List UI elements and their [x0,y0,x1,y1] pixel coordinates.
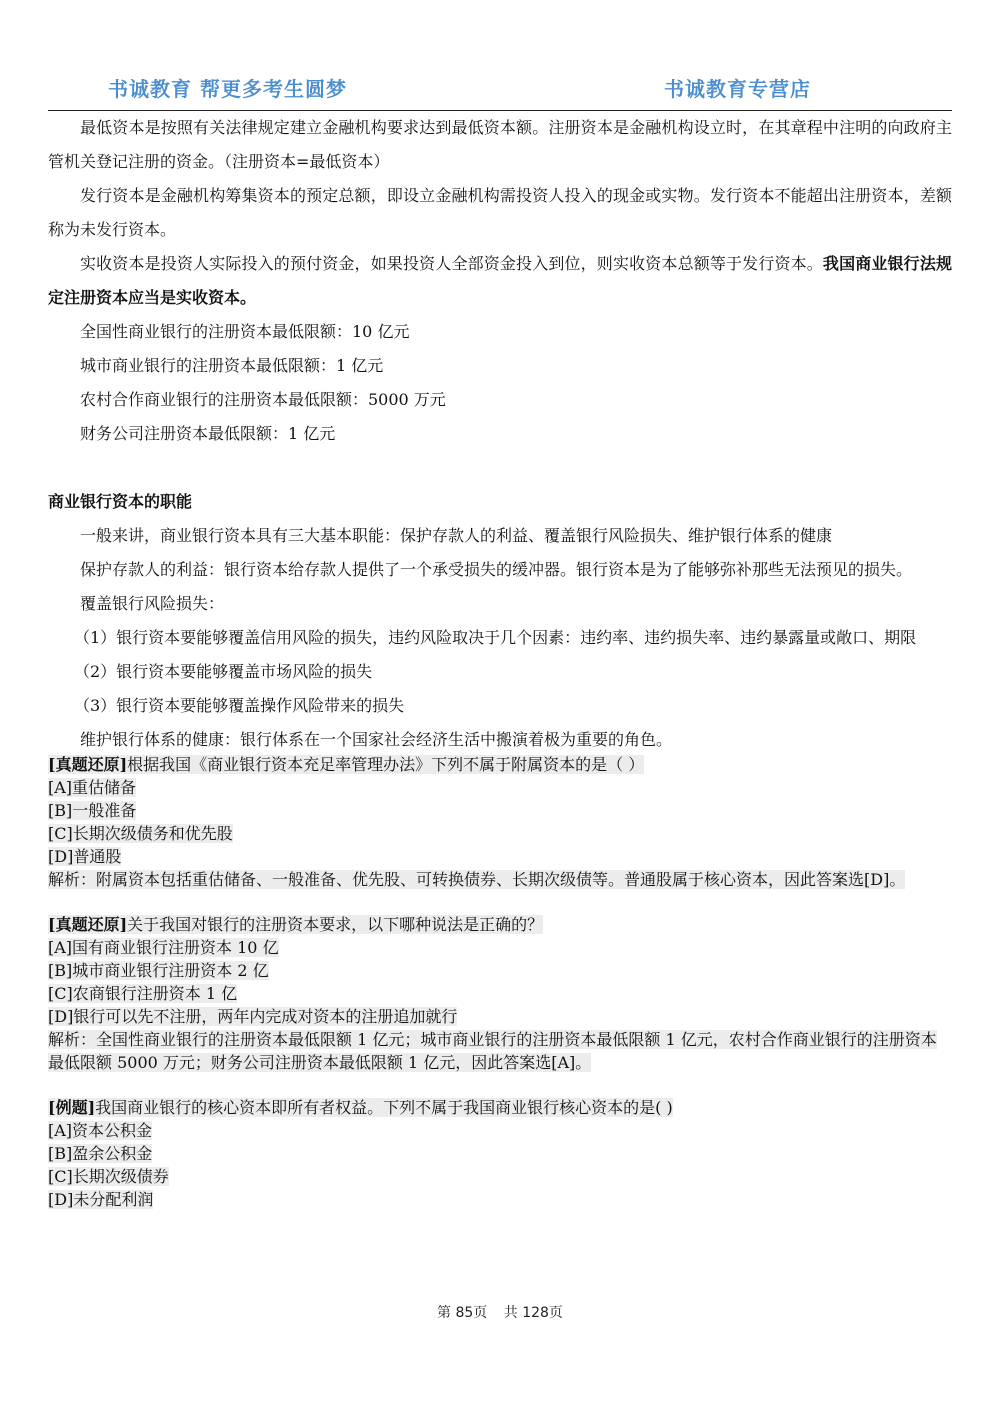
question-1-line [48,755,644,774]
analysis: 解析：附属资本包括重估储备、一般准备、优先股、可转换债券、长期次级债等。普通股属于核心资本，因此答案选[D]。 [48,870,906,889]
paragraph-issued-capital: 发行资本是金融机构筹集资本的预定总额，即设立金融机构需投资人投入的现金或实物。发行资本不能超出注册资本，差额称为未发行资本。 [48,186,952,239]
question-3-line [48,1098,673,1117]
question-1 [48,753,952,891]
page-number: 第 85页 [437,1305,488,1321]
cover-1-text: （1）银行资本要能够覆盖信用风险的损失，违约风险取决于几个因素：违约率、违约损失率、违约暴露量或敞口、期限 [74,628,917,647]
min-capital-city: 城市商业银行的注册资本最低限额：1 亿元 [80,356,384,375]
option-d: [D]银行可以先不注册，两年内完成对资本的注册追加就行 [48,1007,458,1026]
question-tag: [例题] [48,1098,96,1117]
question-2-line [48,915,543,934]
question-2 [48,913,952,1074]
section-protect: 保护存款人的利益：银行资本给存款人提供了一个承受损失的缓冲器。银行资本是为了能够弥补那些无法预见的损失。 [80,560,913,579]
header-right-text: 书诚教育专营店 [664,77,811,101]
option-d: [D]未分配利润 [48,1190,154,1209]
question-tag: [真题还原] [48,755,128,774]
paid-in-bold-text: 我国商业银行法规定注册资本应当是实收资本。 [48,254,952,307]
option-a: [A]国有商业银行注册资本 10 亿 [48,938,279,957]
analysis: 解析：全国性商业银行的注册资本最低限额 1 亿元；城市商业银行的注册资本最低限额 1 亿元，农村合作商业银行的注册资本最低限额 5000 万元；财务公司注册资本最低限额 1 亿元，因此答案选[A]。 [48,1030,937,1072]
spacer [48,891,952,913]
option-b: [B]城市商业银行注册资本 2 亿 [48,961,269,980]
section-intro: 一般来讲，商业银行资本具有三大基本职能：保护存款人的利益、覆盖银行风险损失、维护银行体系的健康 [80,526,833,545]
section-cover-3: （3）银行资本要能够覆盖操作风险带来的损失 [74,696,405,715]
question-tag: [真题还原] [48,915,128,934]
option-c: [C]农商银行注册资本 1 亿 [48,984,238,1003]
section-cover-title: 覆盖银行风险损失： [80,594,225,613]
option-b: [B]一般准备 [48,801,137,820]
paid-in-text: 实收资本是投资人实际投入的预付资金，如果投资人全部资金投入到位，则实收资本总额等于发行资本。 [80,254,823,273]
spacer [48,451,952,485]
question-stem: 根据我国《商业银行资本充足率管理办法》下列不属于附属资本的是（ ） [127,755,645,774]
page-content [48,111,952,1211]
header-left-text: 书诚教育 帮更多考生圆梦 [108,77,347,101]
min-capital-national: 全国性商业银行的注册资本最低限额：10 亿元 [80,322,410,341]
option-c: [C]长期次级债务和优先股 [48,824,233,843]
option-a: [A]资本公积金 [48,1121,153,1140]
question-3 [48,1096,952,1211]
min-capital-finance: 财务公司注册资本最低限额：1 亿元 [80,424,336,443]
section-maintain: 维护银行体系的健康：银行体系在一个国家社会经济生活中搬演着极为重要的角色。 [80,730,673,749]
section-cover-2: （2）银行资本要能够覆盖市场风险的损失 [74,662,373,681]
option-d: [D]普通股 [48,847,122,866]
option-c: [C]长期次级债券 [48,1167,169,1186]
min-capital-rural: 农村合作商业银行的注册资本最低限额：5000 万元 [80,390,446,409]
option-a: [A]重估储备 [48,778,137,797]
paragraph-minimum-capital: 最低资本是按照有关法律规定建立金融机构要求达到最低资本额。注册资本是金融机构设立时，在其章程中注明的向政府主管机关登记注册的资金。（注册资本=最低资本） [48,118,952,171]
page-total: 共 128页 [503,1305,563,1321]
option-b: [B]盈余公积金 [48,1144,153,1163]
paragraph-paid-in-capital [48,247,952,315]
section-cover-1 [48,621,952,655]
section-title: 商业银行资本的职能 [48,492,193,511]
question-stem: 关于我国对银行的注册资本要求，以下哪种说法是正确的？ [127,915,544,934]
question-stem: 我国商业银行的核心资本即所有者权益。下列不属于我国商业银行核心资本的是( ) [95,1098,673,1117]
spacer [48,1074,952,1096]
page-footer [0,1302,1000,1322]
